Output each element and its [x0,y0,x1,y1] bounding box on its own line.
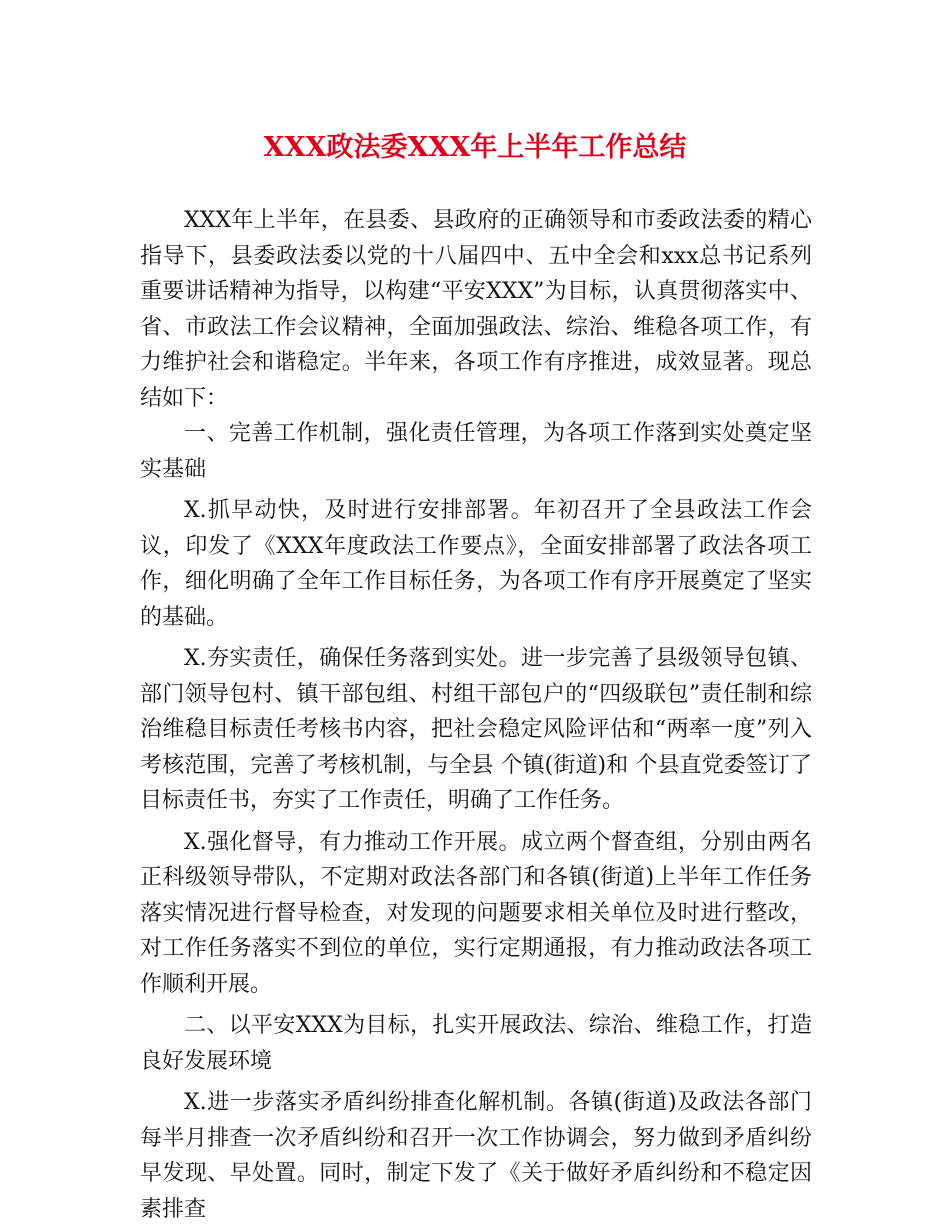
section-heading-2: 二、以平安XXX为目标，扎实开展政法、综治、维稳工作，打造良好发展环境 [140,1013,812,1074]
section-heading-1: 一、完善工作机制，强化责任管理，为各项工作落到实处奠定坚实基础 [140,421,812,482]
paragraph-item-2: X.夯实责任，确保任务落到实处。进一步完善了县级领导包镇、部门领导包村、镇干部包组、村组干部包户的“四级联包”责任制和综治维稳目标责任考核书内容，把社会稳定风险评估和“两率一度”列入考核范围，完善了考核机制，与全县 个镇(街道)和 个县直党委签订了目标责任书，夯实了工作责任，明确了工作任务。 [140,646,812,813]
document-title: XXX政法委XXX年上半年工作总结 [263,132,687,163]
paragraph-item-4: X.进一步落实矛盾纠纷排查化解机制。各镇(街道)及政法各部门每半月排查一次矛盾纠纷和召开一次工作协调会，努力做到矛盾纠纷早发现、早处置。同时，制定下发了《关于做好矛盾纠纷和不稳定因素排查 [140,1090,812,1222]
paragraph-item-1: X.抓早动快，及时进行安排部署。年初召开了全县政法工作会议，印发了《XXX年度政法工作要点》，全面安排部署了政法各项工作，细化明确了全年工作目标任务，为各项工作有序开展奠定了坚实的基础。 [140,498,812,630]
document-body [140,203,812,1227]
paragraph-intro: XXX年上半年，在县委、县政府的正确领导和市委政法委的精心指导下，县委政法委以党的十八届四中、五中全会和xxx总书记系列重要讲话精神为指导，以构建“平安XXX”为目标，认真贯彻落实中、省、市政法工作会议精神，全面加强政法、综治、维稳各项工作，有力维护社会和谐稳定。半年来，各项工作有序推进，成效显著。现总结如下： [140,208,812,411]
paragraph-item-3: X.强化督导，有力推动工作开展。成立两个督查组，分别由两名正科级领导带队，不定期对政法各部门和各镇(街道)上半年工作任务落实情况进行督导检查，对发现的问题要求相关单位及时进行整改，对工作任务落实不到位的单位，实行定期通报，有力推动政法各项工作顺利开展。 [140,829,812,997]
